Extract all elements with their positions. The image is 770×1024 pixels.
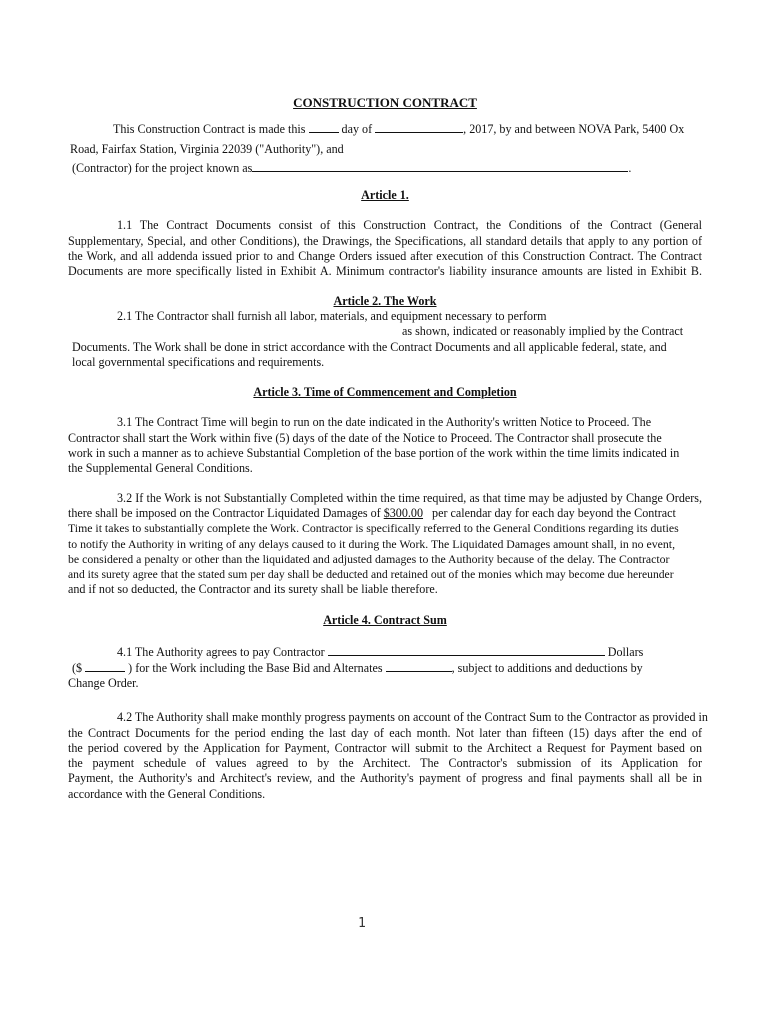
article-2-heading: Article 2. The Work xyxy=(333,294,437,308)
article-2-line-4: local governmental specifications and requirements. xyxy=(72,355,325,369)
article-4-p2-line: the payment schedule of values agreed to by the Architect. The Contractor's submission of its Application for xyxy=(68,756,702,770)
intro-line-3 xyxy=(72,160,631,176)
base-bid-text: ) for the Work including the Base Bid and Alternates xyxy=(128,661,383,675)
dollars-text: Dollars xyxy=(607,645,644,659)
article-3-p1-line: 3.1 The Contract Time will begin to run on the date indicated in the Authority's written Notice to Proceed. The xyxy=(117,415,652,429)
article-4-p2-line: accordance with the General Conditions. xyxy=(68,787,266,801)
article-4-p1-line-1 xyxy=(117,644,643,660)
article-4-p2-line: 4.2 The Authority shall make monthly progress payments on account of the Contract Sum to the Contractor as provided in xyxy=(117,710,708,724)
liquidated-text-b: per calendar day for each day beyond the Contract xyxy=(432,506,676,520)
article-1-heading: Article 1. xyxy=(361,188,409,202)
article-3-p2-line: and its surety agree that the stated sum per day shall be deducted and retained out of the monies which may become due hereunder xyxy=(68,568,674,581)
intro-text-1a: This Construction Contract is made this xyxy=(113,122,306,136)
project-name-blank[interactable] xyxy=(252,160,628,172)
article-3-p2-line: Time it takes to substantially complete the Work. Contractor is specifically referred to the General Conditions regarding its duties xyxy=(68,521,679,535)
article-3-p1-line: work in such a manner as to achieve Substantial Completion of the base portion of the work within the time limits indicated in xyxy=(68,446,680,460)
pay-contractor-text: 4.1 The Authority agrees to pay Contractor xyxy=(117,645,325,659)
contract-sum-words-blank[interactable] xyxy=(328,644,605,656)
article-2-line-3: Documents. The Work shall be done in strict accordance with the Contract Documents and all applicable federal, state, and xyxy=(72,340,667,354)
article-2-line-2: as shown, indicated or reasonably implied by the Contract xyxy=(402,324,684,338)
article-4-heading: Article 4. Contract Sum xyxy=(323,613,447,627)
intro-text-3a: (Contractor) for the project known as xyxy=(72,161,253,175)
article-4-p1-line-2 xyxy=(72,660,643,676)
article-3-p2-line: to notify the Authority in writing of any delays caused to it during the Work. The Liquidated Damages amount shall, in no event, xyxy=(68,537,676,551)
month-blank[interactable] xyxy=(375,121,463,133)
intro-line-2: Road, Fairfax Station, Virginia 22039 ("Authority"), and xyxy=(70,142,344,156)
article-3-p2-line-1: 3.2 If the Work is not Substantially Completed within the time required, as that time may be adjusted by Change Orders, xyxy=(117,491,702,505)
article-4-p2-line: the Contract Documents for the period ending the last day of each month. Not later than fifteen (15) days after the end of xyxy=(68,726,702,740)
article-3-p2-line: and if not so deducted, the Contractor and its surety shall be liable therefore. xyxy=(68,582,438,596)
liquidated-damages-amount: $300.00 xyxy=(383,506,424,520)
article-1-line: Documents are more specifically listed in Exhibit A. Minimum contractor's liability insurance amounts are listed in Exhibit B. xyxy=(68,264,702,278)
day-blank[interactable] xyxy=(309,121,339,133)
article-3-p2-line: be considered a penalty or other than the liquidated and adjusted damages to the Authority because of the delay. The Contractor xyxy=(68,552,670,566)
liquidated-text-a: there shall be imposed on the Contractor Liquidated Damages of xyxy=(68,506,381,520)
article-3-p2-line-2 xyxy=(68,506,676,521)
article-4-p1-line-3: Change Order. xyxy=(68,676,139,690)
article-4-p2-line: the period covered by the Application for Payment, Contractor will submit to the Architect a Request for Payment based on xyxy=(68,741,702,755)
article-1-line: 1.1 The Contract Documents consist of this Construction Contract, the Conditions of the Contract (General xyxy=(117,218,702,232)
contract-sum-amount-blank[interactable] xyxy=(85,660,125,672)
article-3-heading: Article 3. Time of Commencement and Completion xyxy=(253,385,517,399)
article-3-p1-line: Contractor shall start the Work within five (5) days of the date of the Notice to Proceed. The Contractor shall prosecute the xyxy=(68,431,662,445)
document-title: CONSTRUCTION CONTRACT xyxy=(293,95,477,110)
intro-text-3b: . xyxy=(628,161,632,175)
intro-line-1 xyxy=(113,121,684,137)
article-1-line: the Work, and all addenda issued prior to and Change Orders issued after execution of this Construction Contract. The Contract xyxy=(68,249,702,263)
open-amount-text: ($ xyxy=(72,661,83,675)
article-2-line-1: 2.1 The Contractor shall furnish all labor, materials, and equipment necessary to perform xyxy=(117,309,547,323)
article-4-p2-line: Payment, the Authority's and Architect's review, and the Authority's payment of progress and final payments shall all be in xyxy=(68,771,702,785)
article-3-p1-line: the Supplemental General Conditions. xyxy=(68,461,253,475)
page-number: 1 xyxy=(358,916,366,931)
article-1-line: Supplementary, Special, and other Conditions), the Drawings, the Specifications, all standard details that apply to any portion of xyxy=(68,234,702,248)
intro-text-1c: , 2017, by and between NOVA Park, 5400 Ox xyxy=(463,122,685,136)
alternates-blank[interactable] xyxy=(386,660,452,672)
additions-text: , subject to additions and deductions by xyxy=(451,661,643,675)
intro-text-1b: day of xyxy=(341,122,373,136)
